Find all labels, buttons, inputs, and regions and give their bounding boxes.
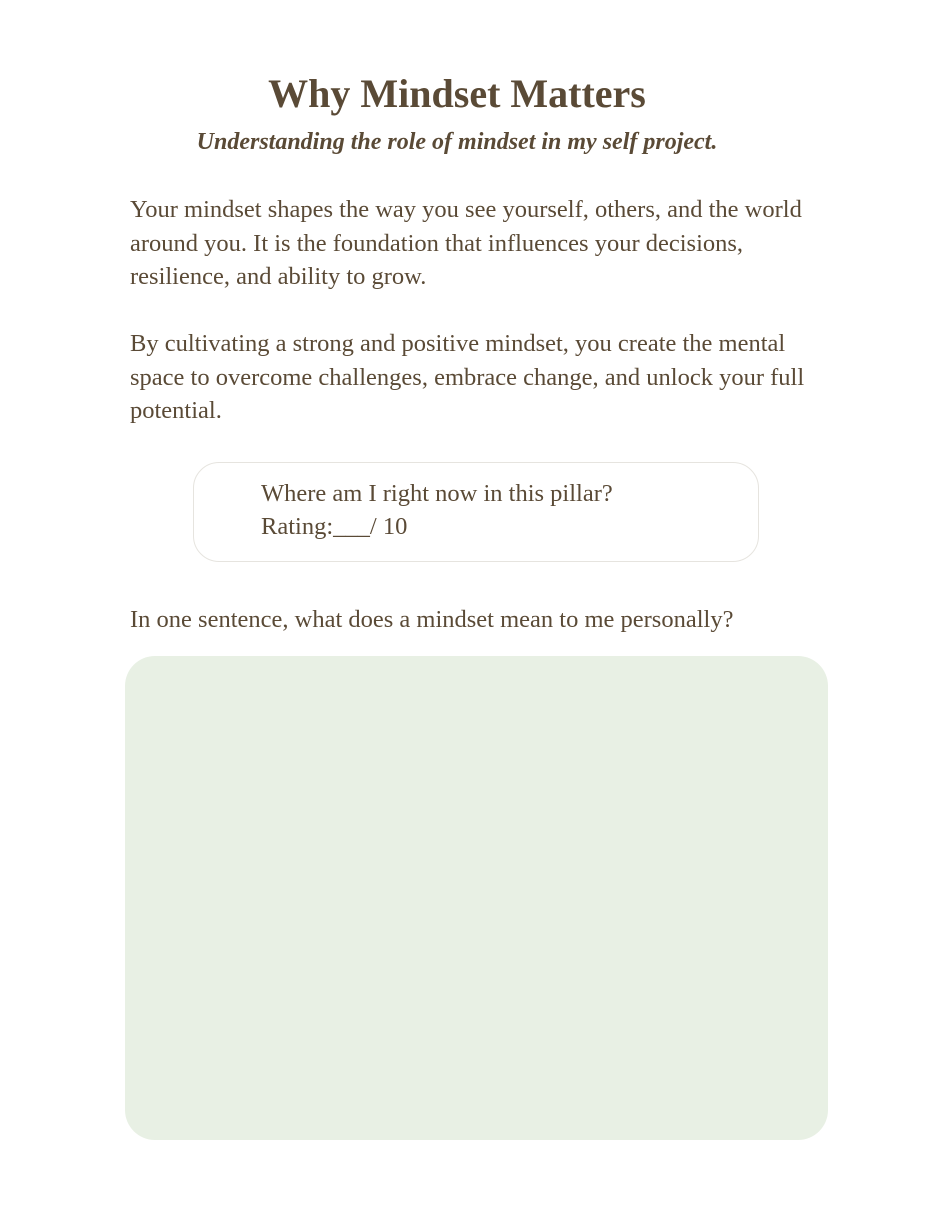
page-subtitle: Understanding the role of mindset in my self project.: [196, 129, 718, 155]
intro-paragraph: Your mindset shapes the way you see yourself, others, and the world around you. It is the foundation that influences your decisions, resilience, and ability to grow.: [130, 196, 802, 290]
rating-question: Where am I right now in this pillar?: [261, 480, 613, 507]
mindset-benefits-paragraph: By cultivating a strong and positive mindset, you create the mental space to overcome challenges, embrace change, and unlock your full potential.: [130, 330, 805, 424]
rating-box: [193, 462, 759, 562]
reflection-answer-field[interactable]: [125, 656, 828, 1140]
reflection-prompt: In one sentence, what does a mindset mean to me personally?: [130, 606, 734, 633]
rating-field[interactable]: Rating:___/ 10: [261, 513, 408, 540]
page-title: Why Mindset Matters: [268, 71, 646, 116]
